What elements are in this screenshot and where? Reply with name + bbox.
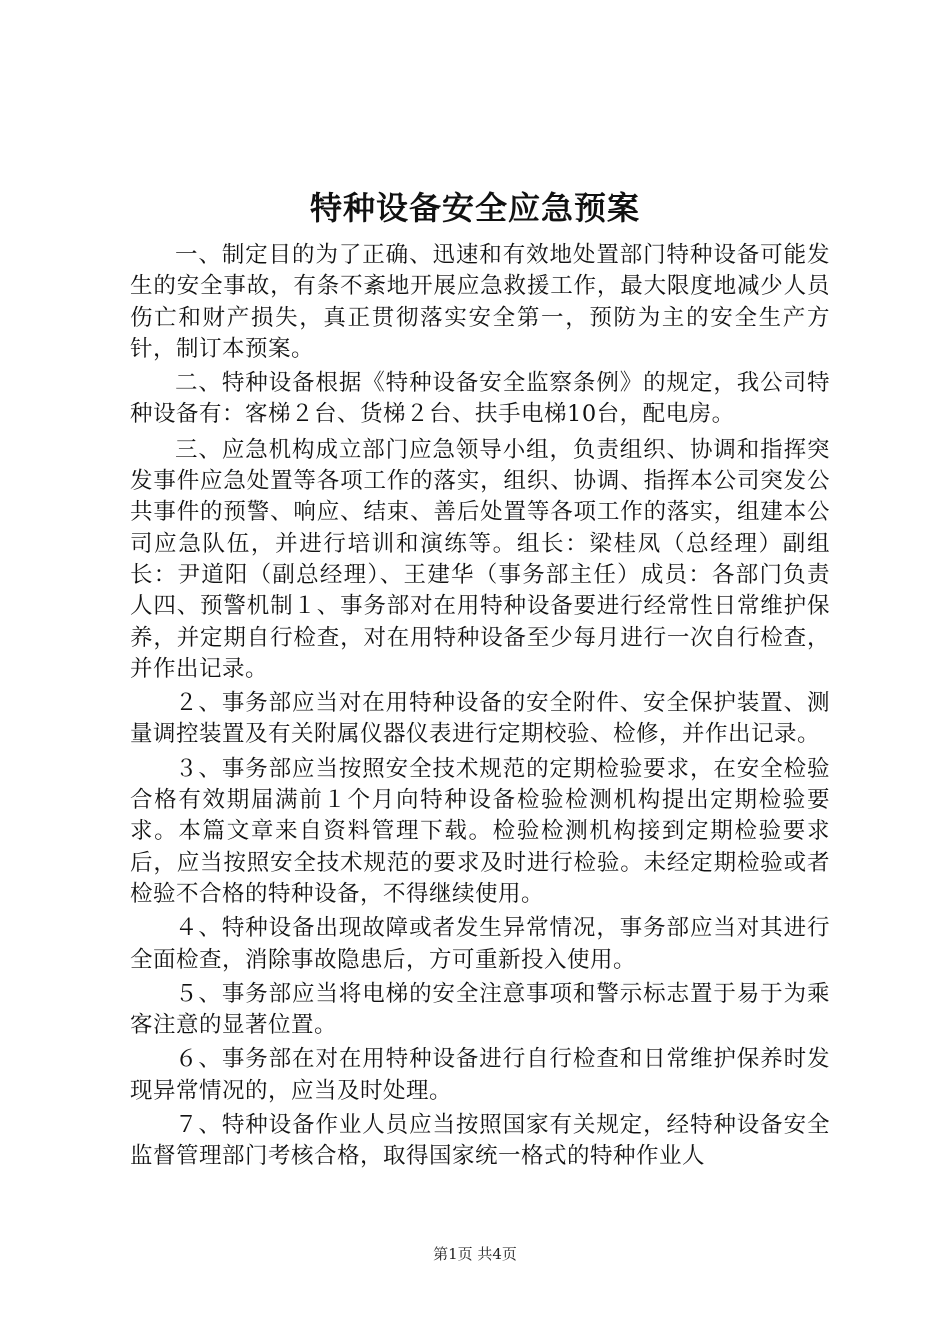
paragraph-item-3: ３、事务部应当按照安全技术规范的定期检验要求，在安全检验合格有效期届满前１个月向特种设备检验检测机构提出定期检验要求。本篇文章来自资料管理下载。检验检测机构接到定期检验要求后，应当按照安全技术规范的要求及时进行检验。未经定期检验或者检验不合格的特种设备，不得继续使用。 bbox=[130, 755, 830, 907]
page-number-footer: 第1页 共4页 bbox=[433, 1245, 517, 1263]
paragraph-equipment: 二、特种设备根据《特种设备安全监察条例》的规定，我公司特种设备有：客梯２台、货梯２台、扶手电梯10台，配电房。 bbox=[130, 370, 830, 428]
paragraph-item-2: ２、事务部应当对在用特种设备的安全附件、安全保护装置、测量调控装置及有关附属仪器仪表进行定期校验、检修，并作出记录。 bbox=[130, 690, 830, 748]
paragraph-item-5: ５、事务部应当将电梯的安全注意事项和警示标志置于易于为乘客注意的显著位置。 bbox=[130, 980, 830, 1039]
document-body bbox=[130, 240, 830, 1176]
document-title: 特种设备安全应急预案 bbox=[309, 189, 640, 227]
paragraph-item-7: ７、特种设备作业人员应当按照国家有关规定，经特种设备安全监督管理部门考核合格，取得国家统一格式的特种作业人 bbox=[130, 1112, 830, 1170]
paragraph-purpose: 一、制定目的为了正确、迅速和有效地处置部门特种设备可能发生的安全事故，有条不紊地开展应急救援工作，最大限度地减少人员伤亡和财产损失，真正贯彻落实安全第一，预防为主的安全生产方针，制订本预案。 bbox=[130, 242, 830, 362]
paragraph-item-4: ４、特种设备出现故障或者发生异常情况，事务部应当对其进行全面检查，消除事故隐患后，方可重新投入使用。 bbox=[130, 915, 830, 973]
paragraph-item-6: ６、事务部在对在用特种设备进行自行检查和日常维护保养时发现异常情况的，应当及时处理。 bbox=[130, 1046, 830, 1104]
paragraph-organization: 三、应急机构成立部门应急领导小组，负责组织、协调和指挥突发事件应急处置等各项工作的落实，组织、协调、指挥本公司突发公共事件的预警、响应、结束、善后处置等各项工作的落实，组建本公司应急队伍，并进行培训和演练等。组长：梁桂凤（总经理）副组长：尹道阳（副总经理）、王建华（事务部主任）成员：各部门负责人四、预警机制１、事务部对在用特种设备要进行经常性日常维护保养，并定期自行检查，对在用特种设备至少每月进行一次自行检查，并作出记录。 bbox=[130, 436, 830, 682]
